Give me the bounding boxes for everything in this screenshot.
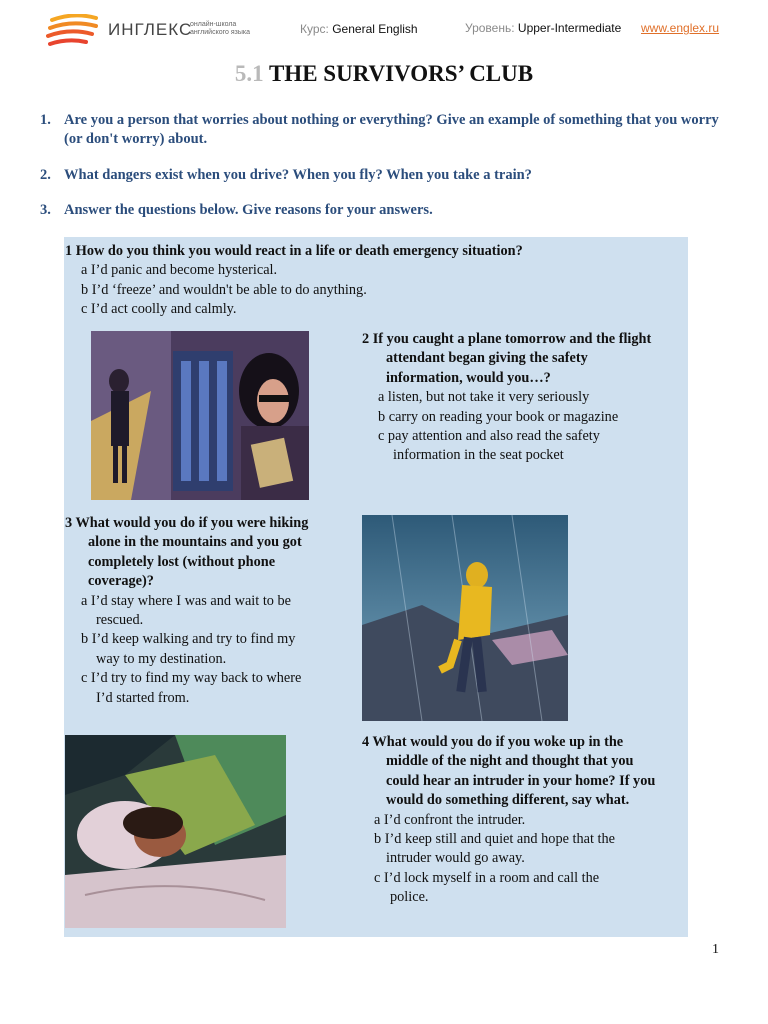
quiz-item-4: [362, 733, 687, 908]
quiz-question-cont: middle of the night and thought that you: [386, 753, 634, 770]
quiz-question-cont: would do something different, say what.: [386, 792, 630, 809]
quiz-item-3: [65, 514, 350, 708]
quiz-option: b I’d keep walking and try to find my: [81, 631, 296, 648]
quiz-question-cont: coverage)?: [88, 573, 154, 590]
question-number: 2.: [40, 167, 51, 183]
lesson-number: 5.1: [234, 61, 264, 86]
quiz-option: a I’d stay where I was and wait to be: [81, 592, 292, 609]
quiz-option: b carry on reading your book or magazine: [378, 408, 619, 425]
quiz-option-cont: intruder would go away.: [386, 850, 525, 867]
quiz-option: b I’d ‘freeze’ and wouldn't be able to do anything.: [81, 281, 367, 298]
level-info: [465, 21, 621, 35]
quiz-question-cont: alone in the mountains and you got: [88, 534, 302, 551]
level-value: Upper-Intermediate: [517, 21, 622, 35]
question-number: 3.: [40, 202, 51, 218]
quiz-item-2: [362, 330, 687, 466]
question-2: [40, 166, 730, 185]
quiz-item-1: [65, 242, 685, 320]
brand-tagline: онлайн-школа английского языка: [190, 21, 250, 36]
question-3: [40, 201, 730, 220]
quiz-option: c I’d act coolly and calmly.: [81, 301, 237, 318]
brand-name: ИНГЛЕКС: [108, 20, 193, 39]
quiz-question: 4 What would you do if you woke up in the: [362, 734, 624, 750]
quiz-option: a listen, but not take it very seriously: [378, 389, 590, 406]
quiz-option-cont: rescued.: [96, 612, 144, 629]
quiz-option: b I’d keep still and quiet and hope that the: [374, 831, 615, 848]
quiz-question-cont: information, would you…?: [386, 369, 551, 386]
quiz-question-cont: completely lost (without phone: [88, 553, 276, 570]
hiker-in-storm-illustration: [362, 515, 568, 721]
quiz-option: a I’d panic and become hysterical.: [81, 262, 278, 279]
quiz-question-cont: attendant began giving the safety: [386, 350, 588, 367]
quiz-question: 3 What would you do if you were hiking: [65, 515, 309, 531]
quiz-question-cont: could hear an intruder in your home? If you: [386, 772, 656, 789]
quiz-option-cont: way to my destination.: [96, 650, 227, 667]
quiz-option-cont: information in the seat pocket: [393, 447, 564, 464]
quiz-question: 1 How do you think you would react in a life or death emergency situation?: [65, 243, 523, 259]
quiz-option-cont: police.: [390, 889, 429, 906]
course-info: [300, 22, 418, 36]
level-label: Уровень:: [465, 21, 515, 35]
quiz-question: 2 If you caught a plane tomorrow and the flight: [362, 331, 652, 347]
question-1: [40, 111, 730, 149]
course-label: Курс:: [300, 22, 329, 36]
airplane-passenger-illustration: [91, 331, 309, 500]
website-link[interactable]: www.englex.ru: [641, 21, 720, 35]
quiz-option: a I’d confront the intruder.: [374, 811, 526, 828]
woman-in-bed-illustration: [65, 735, 286, 928]
quiz-option: c I’d lock myself in a room and call the: [374, 869, 600, 886]
quiz-option-cont: I’d started from.: [96, 689, 190, 706]
lesson-title: THE SURVIVORS’ CLUB: [268, 61, 534, 86]
quiz-option: c pay attention and also read the safety: [378, 428, 600, 445]
question-text: What dangers exist when you drive? When you fly? When you take a train?: [64, 167, 532, 183]
quiz-option: c I’d try to find my way back to where: [81, 670, 302, 687]
question-text: Are you a person that worries about nothing or everything? Give an example of something that you worry (or don't worry) about.: [64, 112, 719, 147]
question-number: 1.: [40, 112, 51, 128]
page-title: [0, 61, 768, 87]
course-value: General English: [332, 22, 418, 36]
englex-logo-icon: [46, 14, 102, 50]
page-number: 1: [712, 942, 719, 957]
question-text: Answer the questions below. Give reasons for your answers.: [64, 202, 433, 218]
